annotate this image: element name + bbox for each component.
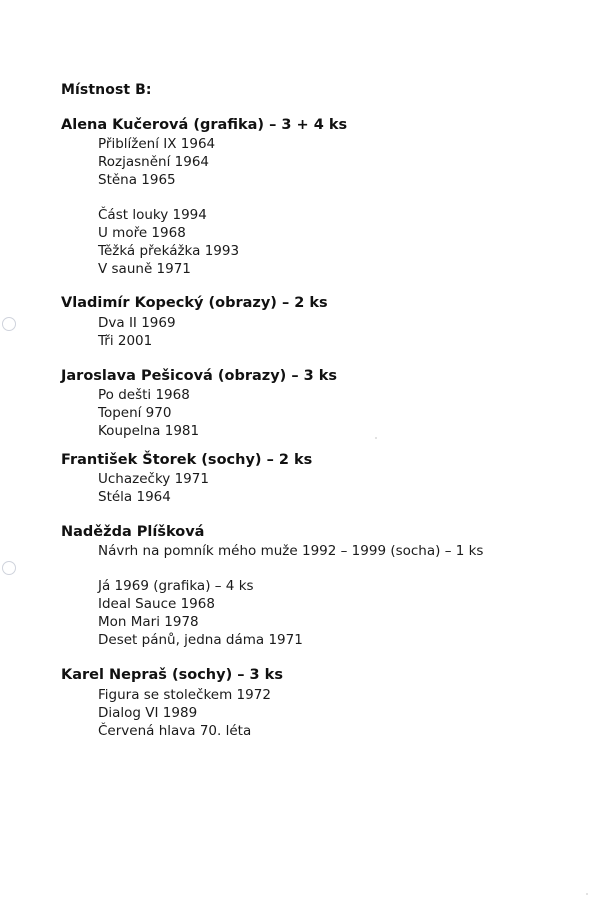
work-item: Figura se stolečkem 1972 [98, 687, 271, 703]
work-item: Přiblížení IX 1964 [98, 136, 216, 152]
artist-heading: Karel Nepraš (sochy) – 3 ks [61, 667, 283, 683]
work-item: Návrh na pomník mého muže 1992 – 1999 (socha) – 1 ks [98, 543, 484, 559]
work-item: Dialog VI 1989 [98, 705, 198, 721]
work-item: Deset pánů, jedna dáma 1971 [98, 632, 303, 648]
artist-works-list [98, 686, 271, 740]
work-item: U moře 1968 [98, 225, 186, 241]
artist-works-list [98, 135, 239, 278]
punch-hole-mark [2, 561, 16, 575]
work-item: Stéla 1964 [98, 489, 171, 505]
punch-hole-mark [2, 317, 16, 331]
artist-heading: František Štorek (sochy) – 2 ks [61, 452, 313, 468]
work-item: Po dešti 1968 [98, 387, 190, 403]
scan-speck [586, 893, 588, 895]
work-item: Tři 2001 [98, 333, 153, 349]
work-item: Část louky 1994 [98, 207, 207, 223]
artist-heading: Alena Kučerová (grafika) – 3 + 4 ks [61, 117, 348, 133]
work-item: Uchazečky 1971 [98, 471, 209, 487]
artist-works-list [98, 314, 176, 350]
artist-heading: Jaroslava Pešicová (obrazy) – 3 ks [61, 368, 338, 384]
work-item: Rozjasnění 1964 [98, 154, 209, 170]
work-item: Koupelna 1981 [98, 423, 200, 439]
work-item: Mon Mari 1978 [98, 614, 199, 630]
group-spacer [98, 560, 483, 577]
work-item: Ideal Sauce 1968 [98, 596, 215, 612]
work-item: Stěna 1965 [98, 172, 176, 188]
artist-works-list [98, 470, 209, 506]
work-item: Červená hlava 70. léta [98, 723, 252, 739]
artist-heading: Vladimír Kopecký (obrazy) – 2 ks [61, 295, 328, 311]
work-item: V sauně 1971 [98, 261, 191, 277]
room-title: Místnost B: [61, 82, 152, 98]
work-item: Topení 970 [98, 405, 172, 421]
group-spacer [98, 189, 239, 206]
work-item: Já 1969 (grafika) – 4 ks [98, 578, 254, 594]
work-item: Těžká překážka 1993 [98, 243, 240, 259]
work-item: Dva II 1969 [98, 315, 176, 331]
scan-speck [375, 437, 377, 439]
artist-works-list [98, 386, 199, 440]
artist-heading: Naděžda Plíšková [61, 524, 205, 540]
artist-works-list [98, 542, 483, 649]
